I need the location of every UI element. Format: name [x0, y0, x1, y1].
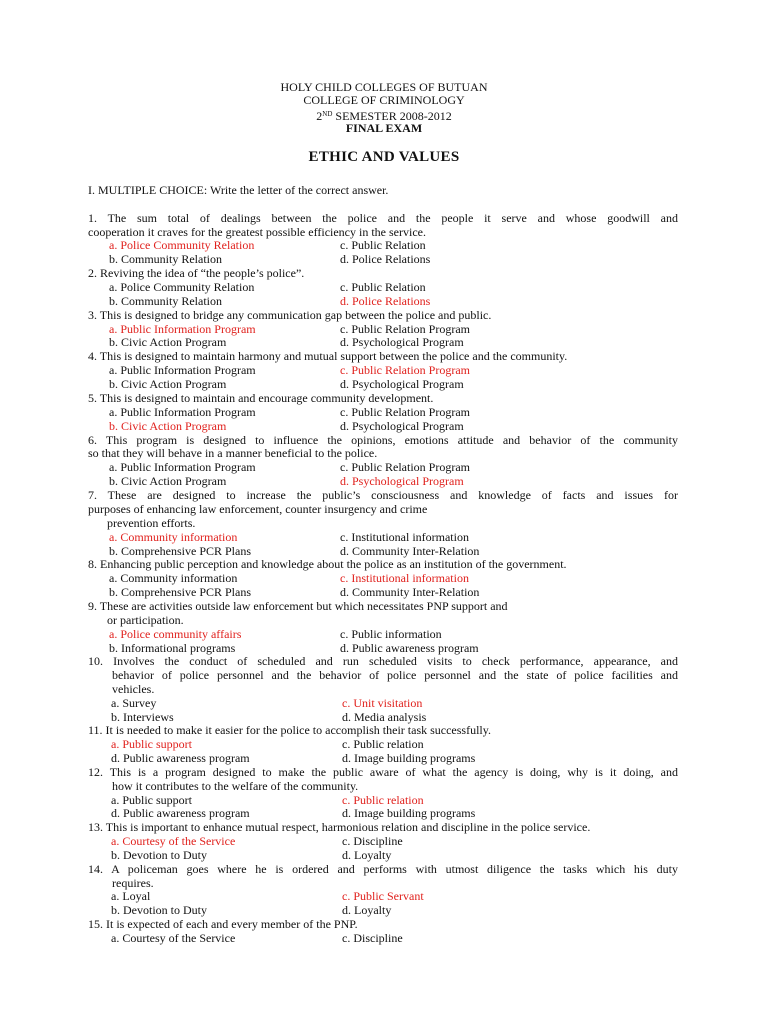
- q9-option-d: d. Public awareness program: [340, 641, 479, 655]
- q8-option-b: b. Comprehensive PCR Plans: [109, 585, 252, 599]
- question-1-line-1: 1. The sum total of dealings between the police and the people it serve and whose goodwill and: [88, 211, 678, 225]
- question-5-line-1: 5. This is designed to maintain and encourage community development.: [88, 391, 434, 405]
- question-10-line-3: vehicles.: [112, 682, 155, 696]
- q3-option-c: c. Public Relation Program: [340, 322, 470, 336]
- q1-option-b: b. Community Relation: [109, 252, 222, 266]
- q6-option-d: d. Psychological Program: [340, 474, 464, 488]
- q12-option-c: c. Public relation: [342, 793, 424, 807]
- q9-option-a: a. Police community affairs: [109, 627, 242, 641]
- q14-option-a: a. Loyal: [111, 889, 151, 903]
- q14-option-d: d. Loyalty: [342, 903, 392, 917]
- question-10-line-2: behavior of police personnel and the behavior of police personnel and the state of police facilities and: [112, 668, 678, 682]
- question-7-line-1: 7. These are designed to increase the public’s consciousness and knowledge of facts and issues for: [88, 488, 678, 502]
- question-14-line-2: requires.: [112, 876, 154, 890]
- q3-option-b: b. Civic Action Program: [109, 335, 227, 349]
- question-10-line-1: 10. Involves the conduct of scheduled and run scheduled visits to check performance, appearance, and: [88, 654, 678, 668]
- question-7-line-2: purposes of enhancing law enforcement, counter insurgency and crime: [88, 502, 428, 516]
- q7-option-a: a. Community information: [109, 530, 238, 544]
- q8-option-d: d. Community Inter-Relation: [340, 585, 480, 599]
- q11-option-d1: d. Public awareness program: [111, 751, 250, 765]
- q7-option-b: b. Comprehensive PCR Plans: [109, 544, 252, 558]
- q7-option-d: d. Community Inter-Relation: [340, 544, 480, 558]
- college-name: COLLEGE OF CRIMINOLOGY: [303, 93, 465, 107]
- q1-option-d: d. Police Relations: [340, 252, 431, 266]
- instructions: I. MULTIPLE CHOICE: Write the letter of the correct answer.: [88, 183, 389, 197]
- question-2-line-1: 2. Reviving the idea of “the people’s police”.: [88, 266, 305, 280]
- q12-option-d2: d. Image building programs: [342, 806, 476, 820]
- q7-option-c: c. Institutional information: [340, 530, 469, 544]
- q13-option-a: a. Courtesy of the Service: [111, 834, 236, 848]
- question-13-line-1: 13. This is important to enhance mutual respect, harmonious relation and discipline in the police service.: [88, 820, 591, 834]
- school-name: HOLY CHILD COLLEGES OF BUTUAN: [280, 80, 488, 94]
- q4-option-b: b. Civic Action Program: [109, 377, 227, 391]
- q5-option-d: d. Psychological Program: [340, 419, 464, 433]
- q13-option-c: c. Discipline: [342, 834, 403, 848]
- question-6-line-1: 6. This program is designed to influence the opinions, emotions attitude and behavior of the community: [88, 433, 678, 447]
- question-14-line-1: 14. A policeman goes where he is ordered and performs with utmost diligence the tasks which his duty: [88, 862, 678, 876]
- q8-option-c: c. Institutional information: [340, 571, 469, 585]
- question-4-line-1: 4. This is designed to maintain harmony and mutual support between the police and the community.: [88, 349, 568, 363]
- q4-option-d: d. Psychological Program: [340, 377, 464, 391]
- semester-text: SEMESTER 2008-2012: [332, 109, 452, 123]
- q10-option-a: a. Survey: [111, 696, 157, 710]
- question-7-line-3: prevention efforts.: [107, 516, 196, 530]
- q10-option-c: c. Unit visitation: [342, 696, 423, 710]
- q6-option-a: a. Public Information Program: [109, 460, 256, 474]
- q9-option-b: b. Informational programs: [109, 641, 236, 655]
- semester-number: 2: [316, 109, 323, 123]
- q2-option-c: c. Public Relation: [340, 280, 426, 294]
- q5-option-a: a. Public Information Program: [109, 405, 256, 419]
- question-3-line-1: 3. This is designed to bridge any communication gap between the police and public.: [88, 308, 492, 322]
- q9-option-c: c. Public information: [340, 627, 442, 641]
- q5-option-b: b. Civic Action Program: [109, 419, 227, 433]
- q10-option-b: b. Interviews: [111, 710, 174, 724]
- semester-superscript: ND: [322, 110, 333, 118]
- q13-option-d: d. Loyalty: [342, 848, 392, 862]
- q1-option-a: a. Police Community Relation: [109, 238, 255, 252]
- q14-option-b: b. Devotion to Duty: [111, 903, 207, 917]
- q11-option-d2: d. Image building programs: [342, 751, 476, 765]
- q13-option-b: b. Devotion to Duty: [111, 848, 207, 862]
- q4-option-a: a. Public Information Program: [109, 363, 256, 377]
- q2-option-a: a. Police Community Relation: [109, 280, 255, 294]
- question-12-line-1: 12. This is a program designed to make the public aware of what the agency is doing, why is it doing, and: [88, 765, 678, 779]
- q15-option-a: a. Courtesy of the Service: [111, 931, 236, 945]
- q6-option-b: b. Civic Action Program: [109, 474, 227, 488]
- q15-option-c: c. Discipline: [342, 931, 403, 945]
- q5-option-c: c. Public Relation Program: [340, 405, 470, 419]
- question-9-line-1: 9. These are activities outside law enforcement but which necessitates PNP support and: [88, 599, 508, 613]
- q2-option-b: b. Community Relation: [109, 294, 222, 308]
- q3-option-a: a. Public Information Program: [109, 322, 256, 336]
- q11-option-a: a. Public support: [111, 737, 192, 751]
- q12-option-d1: d. Public awareness program: [111, 806, 250, 820]
- q8-option-a: a. Community information: [109, 571, 238, 585]
- question-8-line-1: 8. Enhancing public perception and knowledge about the police as an institution of the government.: [88, 557, 567, 571]
- question-11-line-1: 11. It is needed to make it easier for the police to accomplish their task successfully.: [88, 723, 491, 737]
- q3-option-d: d. Psychological Program: [340, 335, 464, 349]
- question-9-line-2: or participation.: [107, 613, 184, 627]
- q4-option-c: c. Public Relation Program: [340, 363, 470, 377]
- q2-option-d: d. Police Relations: [340, 294, 431, 308]
- q12-option-a: a. Public support: [111, 793, 192, 807]
- q10-option-d: d. Media analysis: [342, 710, 427, 724]
- q14-option-c: c. Public Servant: [342, 889, 424, 903]
- q11-option-c: c. Public relation: [342, 737, 424, 751]
- question-15-line-1: 15. It is expected of each and every member of the PNP.: [88, 917, 358, 931]
- question-6-line-2: so that they will behave in a manner beneficial to the police.: [88, 446, 378, 460]
- q1-option-c: c. Public Relation: [340, 238, 426, 252]
- question-1-line-2: cooperation it craves for the greatest possible efficiency in the service.: [88, 225, 426, 239]
- question-12-line-2: how it contributes to the welfare of the community.: [112, 779, 359, 793]
- exam-label: FINAL EXAM: [345, 121, 423, 135]
- q6-option-c: c. Public Relation Program: [340, 460, 470, 474]
- page-title: ETHIC AND VALUES: [308, 149, 460, 165]
